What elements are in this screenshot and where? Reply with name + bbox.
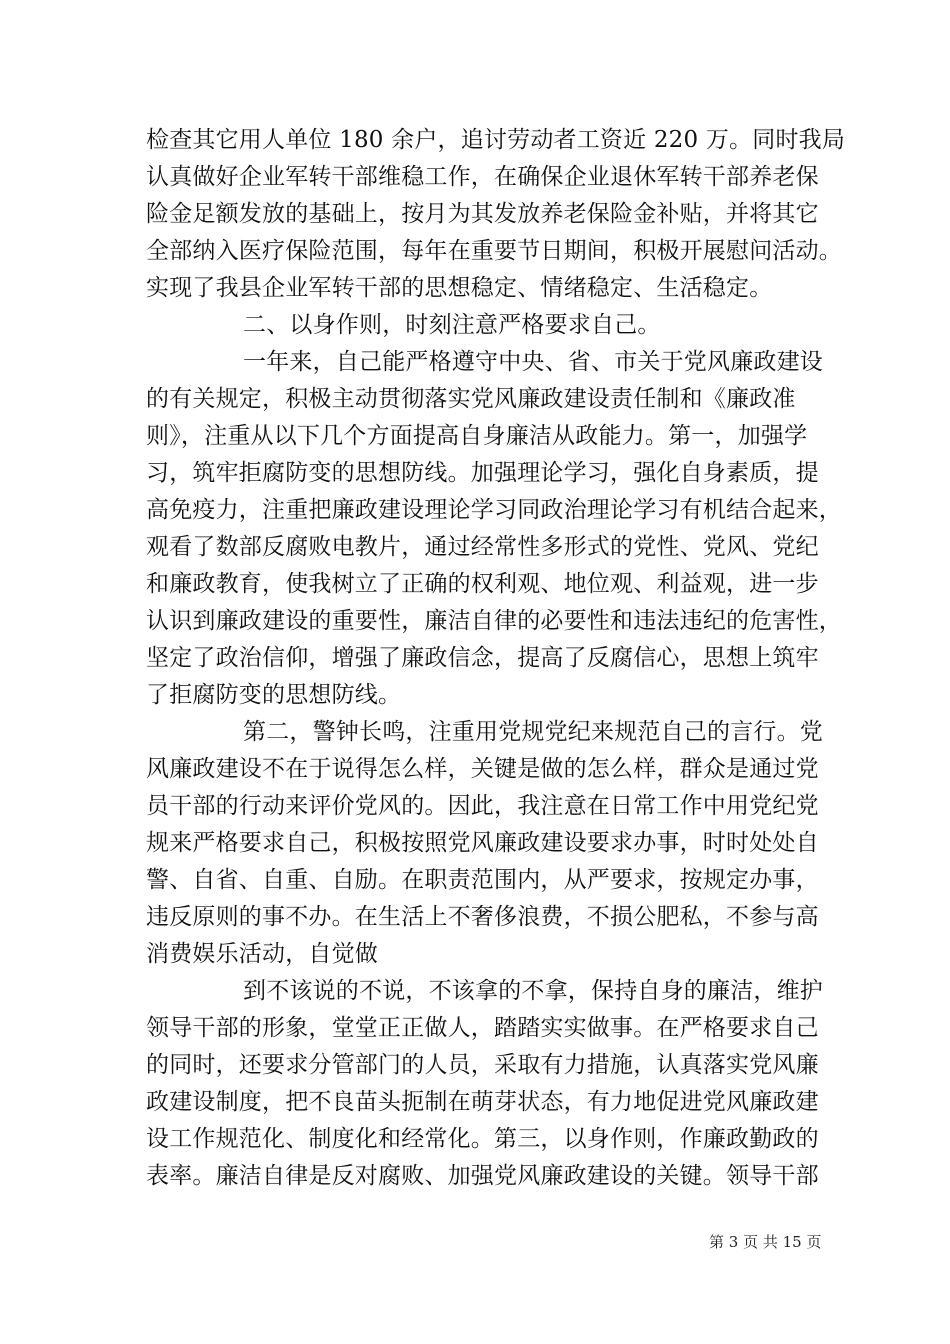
paragraph-2-line-6: 观看了数部反腐败电教片，通过经常性多形式的党性、党风、党纪: [146, 534, 819, 560]
paragraph-2-line-2: 的有关规定，积极主动贯彻落实党风廉政建设责任制和《廉政准: [146, 386, 796, 412]
paragraph-1-line-1: 检查其它用人单位 180 余户，追讨劳动者工资近 220 万。同时我局: [146, 127, 846, 153]
paragraph-1-line-2: 认真做好企业军转干部维稳工作，在确保企业退休军转干部养老保: [146, 164, 819, 190]
paragraph-4-line-1: 到不该说的不说，不该拿的不拿，保持自身的廉洁，维护: [243, 978, 823, 1004]
paragraph-2-line-4: 习，筑牢拒腐防变的思想防线。加强理论学习，强化自身素质，提: [146, 460, 819, 486]
section-heading-2: 二、以身作则，时刻注意严格要求自己。: [243, 312, 661, 338]
paragraph-1-line-5: 实现了我县企业军转干部的思想稳定、情绪稳定、生活稳定。: [146, 275, 773, 301]
paragraph-3-line-5: 警、自省、自重、自励。在职责范围内，从严要求，按规定办事，: [146, 867, 819, 893]
page-number-footer: 第 3 页 共 15 页: [709, 1233, 822, 1251]
paragraph-4-line-4: 政建设制度，把不良苗头扼制在萌芽状态，有力地促进党风廉政建: [146, 1089, 819, 1115]
paragraph-2-line-9: 坚定了政治信仰，增强了廉政信念，提高了反腐信心，思想上筑牢: [146, 645, 819, 671]
paragraph-2-line-3: 则》，注重从以下几个方面提高自身廉洁从政能力。第一，加强学: [146, 423, 808, 449]
paragraph-3-line-1: 第二，警钟长鸣，注重用党规党纪来规范自己的言行。党: [243, 719, 823, 745]
paragraph-2-line-7: 和廉政教育，使我树立了正确的权利观、地位观、利益观，进一步: [146, 571, 819, 597]
paragraph-1-line-3: 险金足额发放的基础上，按月为其发放养老保险金补贴，并将其它: [146, 201, 819, 227]
paragraph-3-line-3: 员干部的行动来评价党风的。因此，我注意在日常工作中用党纪党: [146, 793, 819, 819]
paragraph-1-line-4: 全部纳入医疗保险范围，每年在重要节日期间，积极开展慰问活动。: [146, 238, 842, 264]
paragraph-3-line-6: 违反原则的事不办。在生活上不奢侈浪费，不损公肥私，不参与高: [146, 904, 819, 930]
paragraph-4-line-2: 领导干部的形象，堂堂正正做人，踏踏实实做事。在严格要求自己: [146, 1015, 819, 1041]
paragraph-3-line-7: 消费娱乐活动，自觉做: [146, 941, 378, 967]
paragraph-4-line-6: 表率。廉洁自律是反对腐败、加强党风廉政建设的关键。领导干部: [146, 1163, 819, 1189]
paragraph-3-line-2: 风廉政建设不在于说得怎么样，关键是做的怎么样，群众是通过党: [146, 756, 819, 782]
paragraph-4-line-3: 的同时，还要求分管部门的人员，采取有力措施，认真落实党风廉: [146, 1052, 819, 1078]
paragraph-2-line-8: 认识到廉政建设的重要性，廉洁自律的必要性和违法违纪的危害性，: [146, 608, 842, 634]
paragraph-2-line-1: 一年来，自己能严格遵守中央、省、市关于党风廉政建设: [243, 349, 823, 375]
paragraph-2-line-5: 高免疫力，注重把廉政建设理论学习同政治理论学习有机结合起来，: [146, 497, 842, 523]
paragraph-3-line-4: 规来严格要求自己，积极按照党风廉政建设要求办事，时时处处自: [146, 830, 819, 856]
paragraph-4-line-5: 设工作规范化、制度化和经常化。第三，以身作则，作廉政勤政的: [146, 1126, 819, 1152]
paragraph-2-line-10: 了拒腐防变的思想防线。: [146, 682, 402, 708]
